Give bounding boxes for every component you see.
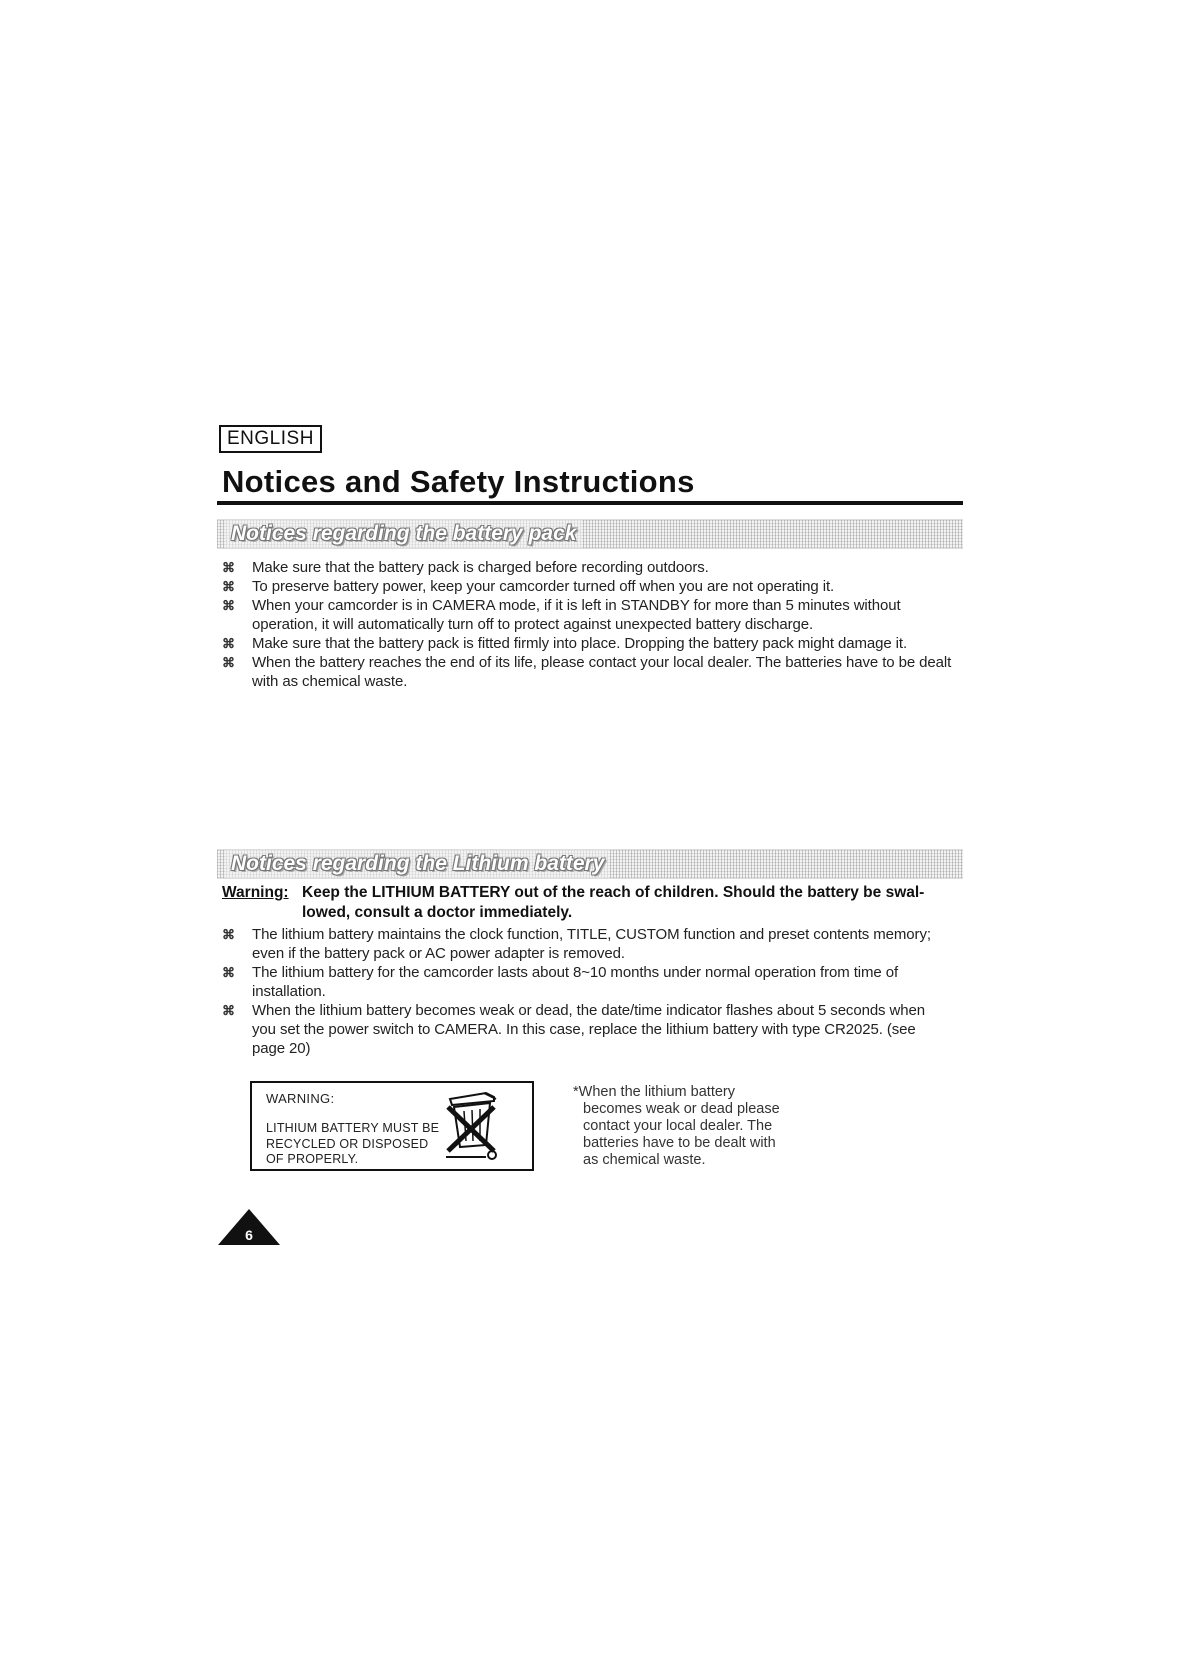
warning-row bbox=[222, 883, 962, 923]
page-number-marker bbox=[218, 1209, 280, 1245]
bullet-icon: ⌘ bbox=[222, 1003, 234, 1018]
bullet-icon: ⌘ bbox=[222, 927, 234, 942]
list-item: ⌘ Make sure that the battery pack is charged before recording outdoors. bbox=[222, 559, 709, 576]
list-item: ⌘ When your camcorder is in CAMERA mode, if it is left in STANDBY for more than 5 minutes without operation, it will automatically turn off to protect against unexpected battery discharge. bbox=[222, 597, 901, 633]
recycle-box-title: WARNING: bbox=[266, 1091, 335, 1106]
side-note-line: batteries have to be dealt with bbox=[583, 1135, 776, 1151]
recycle-box-line: LITHIUM BATTERY MUST BE bbox=[266, 1121, 440, 1135]
list-item: ⌘ When the lithium battery becomes weak or dead, the date/time indicator flashes about 5 seconds when you set the power switch to CAMERA. In this case, replace the lithium battery with type CR2025. (see page 20) bbox=[222, 1002, 925, 1057]
bullet-icon: ⌘ bbox=[222, 636, 234, 651]
bullet-icon: ⌘ bbox=[222, 560, 234, 575]
side-note-line: becomes weak or dead please bbox=[583, 1101, 780, 1117]
side-note-line: contact your local dealer. The bbox=[583, 1118, 773, 1134]
recycle-box-line: OF PROPERLY. bbox=[266, 1152, 359, 1166]
bullet-icon: ⌘ bbox=[222, 655, 234, 670]
list-item: ⌘ Make sure that the battery pack is fitted firmly into place. Dropping the battery pack might damage it. bbox=[222, 635, 908, 652]
section-heading: Notices regarding the Lithium battery bbox=[225, 850, 610, 878]
warning-text: Keep the LITHIUM BATTERY out of the reach of children. Should the battery be swal-lowed, consult a doctor immediately. bbox=[302, 884, 925, 921]
section-heading: Notices regarding the battery pack bbox=[225, 520, 582, 548]
page-title: Notices and Safety Instructions bbox=[222, 464, 695, 499]
page-number: 6 bbox=[245, 1227, 253, 1243]
list-item: ⌘ The lithium battery maintains the clock function, TITLE, CUSTOM function and preset contents memory; even if the battery pack or AC power adapter is removed. bbox=[222, 926, 931, 962]
warning-label: Warning: bbox=[222, 884, 289, 901]
battery-pack-list bbox=[222, 558, 952, 691]
lithium-battery-list bbox=[222, 925, 952, 1058]
crossed-out-wheelie-bin-icon bbox=[438, 1089, 508, 1161]
bullet-icon: ⌘ bbox=[222, 598, 234, 613]
list-item: ⌘ The lithium battery for the camcorder lasts about 8~10 months under normal operation from time of installation. bbox=[222, 964, 899, 1000]
bullet-icon: ⌘ bbox=[222, 965, 234, 980]
side-note-line: *When the lithium battery bbox=[573, 1084, 735, 1100]
list-item: ⌘ When the battery reaches the end of its life, please contact your local dealer. The batteries have to be dealt with as chemical waste. bbox=[222, 654, 952, 690]
recycle-warning-box bbox=[250, 1081, 534, 1171]
section-banner-lithium-battery bbox=[217, 849, 963, 879]
recycle-box-line: RECYCLED OR DISPOSED bbox=[266, 1137, 429, 1151]
side-note bbox=[573, 1084, 813, 1169]
bullet-icon: ⌘ bbox=[222, 579, 234, 594]
list-item: ⌘ To preserve battery power, keep your camcorder turned off when you are not operating it. bbox=[222, 578, 835, 595]
title-rule bbox=[217, 501, 963, 505]
side-note-line: as chemical waste. bbox=[583, 1152, 706, 1168]
language-tag: ENGLISH bbox=[219, 425, 322, 453]
section-banner-battery-pack bbox=[217, 519, 963, 549]
